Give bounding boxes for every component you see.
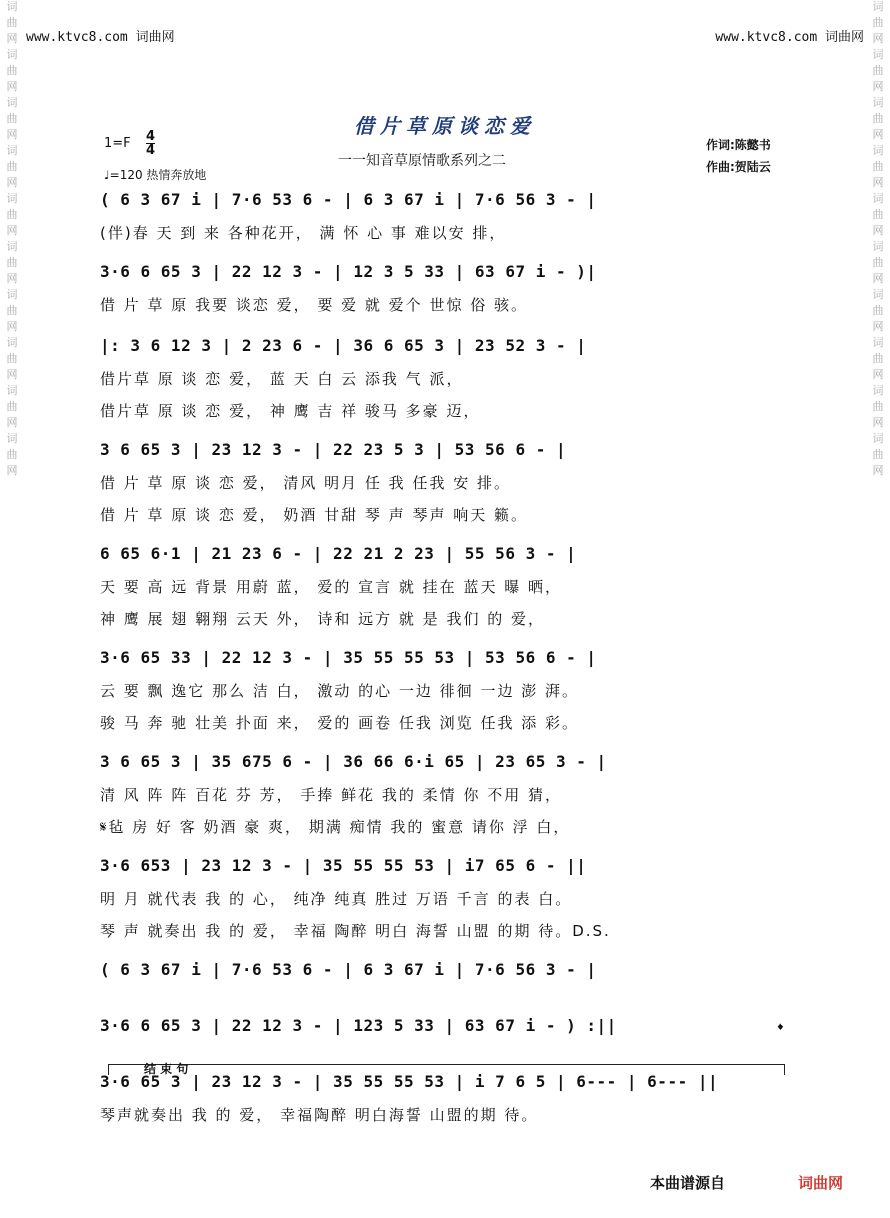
lyric-line: (伴)春 天 到 来 各种花开， 满 怀 心 事 难以安 排， bbox=[100, 224, 507, 242]
ending-bracket bbox=[108, 1064, 785, 1075]
lyric-line: 琴 声 就奏出 我 的 爱， 幸福 陶醉 明白 海誓 山盟 的期 待。D.S. bbox=[100, 922, 611, 940]
notation-line: 6 65 6·1 | 21 23 6 - | 22 21 2 23 | 55 56 3 - | bbox=[100, 544, 577, 563]
lyric-line: 借 片 草 原 我要 谈恋 爱， 要 爱 就 爱个 世惊 俗 骇。 bbox=[100, 296, 528, 314]
lyric-line: 借 片 草 原 谈 恋 爱， 奶酒 甘甜 琴 声 琴声 响天 籁。 bbox=[100, 506, 528, 524]
lyric-line: 借片草 原 谈 恋 爱， 蓝 天 白 云 添我 气 派， bbox=[100, 370, 464, 388]
watermark-left: 词 曲 网 词 曲 网 词 曲 网 词 曲 网 词 曲 网 词 曲 网 词 曲 网 词 曲 网 词 曲 网 词 曲 网 bbox=[6, 0, 18, 477]
notation-line: 3·6 6 65 3 | 22 12 3 - | 12 3 5 33 | 63 67 i - )| bbox=[100, 262, 597, 281]
watermark-right: 词 曲 网 词 曲 网 词 曲 网 词 曲 网 词 曲 网 词 曲 网 词 曲 网 词 曲 网 词 曲 网 词 曲 网 bbox=[872, 0, 884, 477]
lyric-line: 借 片 草 原 谈 恋 爱， 清风 明月 任 我 任我 安 排。 bbox=[100, 474, 511, 492]
lyric-line: 云 要 飘 逸它 那么 洁 白， 激动 的心 一边 徘徊 一边 澎 湃。 bbox=[100, 682, 579, 700]
song-title: 借片草原谈恋爱 bbox=[354, 114, 536, 138]
notation-line: 3·6 65 3 | 23 12 3 - | 35 55 55 53 | i 7 6 5 | 6--- | 6--- || bbox=[100, 1072, 719, 1091]
lyric-line: 借片草 原 谈 恋 爱， 神 鹰 吉 祥 骏马 多豪 迈， bbox=[100, 402, 481, 420]
source-logo[interactable]: 词曲网 bbox=[798, 1174, 844, 1192]
tempo-mark: ♩=120 热情奔放地 bbox=[104, 168, 207, 182]
meter-bottom: 4 bbox=[146, 143, 156, 158]
lyric-line: 琴声就奏出 我 的 爱， 幸福陶醉 明白海誓 山盟的期 待。 bbox=[100, 1106, 539, 1124]
lyric-line: 神 鹰 展 翅 翱翔 云天 外， 诗和 远方 就 是 我们 的 爱， bbox=[100, 610, 545, 628]
source-label: 本曲谱源自 bbox=[650, 1174, 726, 1192]
lyric-line: 明 月 就代表 我 的 心， 纯净 纯真 胜过 万语 千言 的表 白。 bbox=[100, 890, 573, 908]
song-subtitle: 一一知音草原情歌系列之二 bbox=[338, 153, 506, 169]
lyric-line: 天 要 高 远 背景 用蔚 蓝， 爱的 宣言 就 挂在 蓝天 曝 晒， bbox=[100, 578, 562, 596]
lyric-line: 清 风 阵 阵 百花 芬 芳， 手捧 鲜花 我的 柔情 你 不用 猜， bbox=[100, 786, 562, 804]
site-url-left[interactable]: www.ktvc8.com 词曲网 bbox=[26, 30, 175, 45]
notation-line: 3 6 65 3 | 35 675 6 - | 36 66 6·i 65 | 23 65 3 - | bbox=[100, 752, 607, 771]
lyric-line: 𝄋毡 房 好 客 奶酒 豪 爽， 期满 痴情 我的 蜜意 请你 浮 白， bbox=[100, 818, 571, 836]
coda-mark: 𝄌 bbox=[778, 1022, 783, 1038]
time-signature bbox=[146, 130, 155, 157]
notation-line: 3 6 65 3 | 23 12 3 - | 22 23 5 3 | 53 56 6 - | bbox=[100, 440, 567, 459]
composer-credit: 作曲:贺陆云 bbox=[706, 160, 771, 174]
notation-line: ( 6 3 67 i | 7·6 53 6 - | 6 3 67 i | 7·6 56 3 - | bbox=[100, 190, 597, 209]
meter-top: 4 bbox=[146, 129, 156, 144]
site-url-right[interactable]: www.ktvc8.com 词曲网 bbox=[715, 30, 864, 45]
lyric-line: 骏 马 奔 驰 壮美 扑面 来， 爱的 画卷 任我 浏览 任我 添 彩。 bbox=[100, 714, 579, 732]
notation-line: 3·6 653 | 23 12 3 - | 35 55 55 53 | i7 65 6 - || bbox=[100, 856, 587, 875]
key-signature: 1=F bbox=[104, 136, 131, 151]
ending-label: 结 束 句 bbox=[144, 1062, 189, 1076]
lyricist-credit: 作词:陈懿书 bbox=[706, 138, 771, 152]
notation-line: |: 3 6 12 3 | 2 23 6 - | 36 6 65 3 | 23 52 3 - | bbox=[100, 336, 587, 355]
notation-line: 3·6 6 65 3 | 22 12 3 - | 123 5 33 | 63 67 i - ) :|| bbox=[100, 1016, 617, 1035]
notation-line: ( 6 3 67 i | 7·6 53 6 - | 6 3 67 i | 7·6 56 3 - | bbox=[100, 960, 597, 979]
notation-line: 3·6 65 33 | 22 12 3 - | 35 55 55 53 | 53 56 6 - | bbox=[100, 648, 597, 667]
